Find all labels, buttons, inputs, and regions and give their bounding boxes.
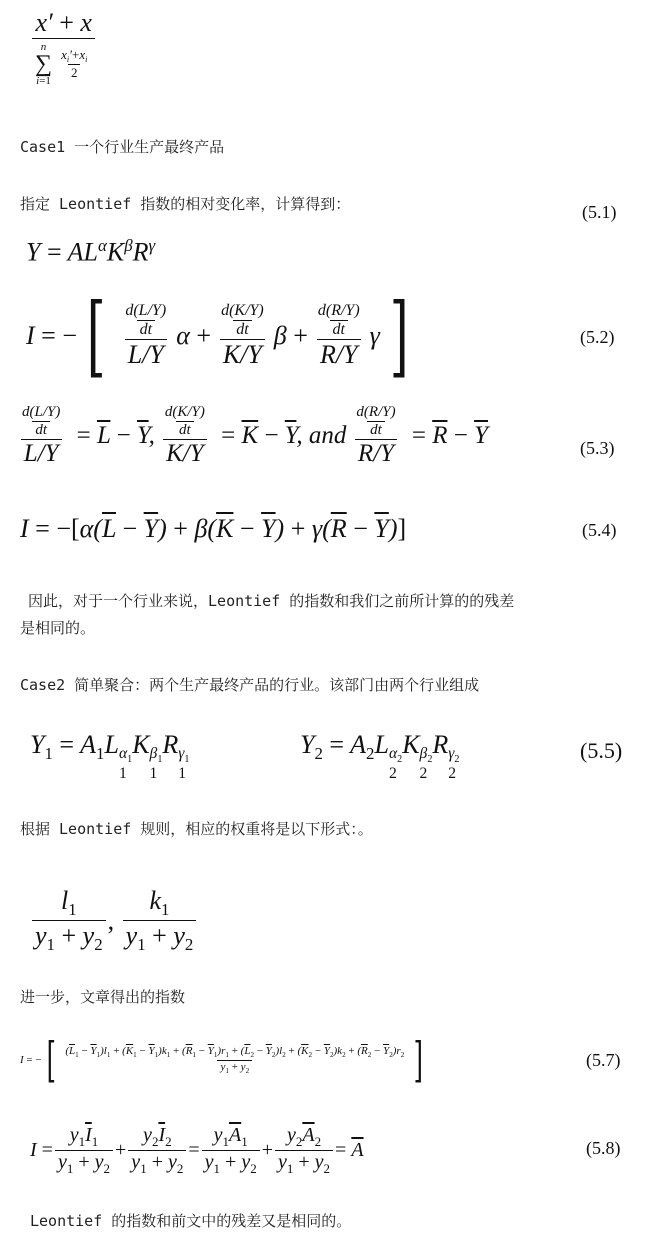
rule-text: 根据 Leontief 规则，相应的权重将是以下形式：。 — [20, 820, 373, 838]
equation-5-3: $\frac{\frac{d(L/Y)}{dt}}{L/Y}$ = $\overline{L} - \overline{Y}$, $\frac{\frac{d(K/Y)}{dt}}{K/Y}$ = $\overline{K} - \overline{Y}$, and $\frac{\frac{d(R/Y)}{dt}}{R/Y}$ = $\overline{R} - \overline{Y}$ — [22, 404, 488, 467]
eq-number-5-8: (5.8) — [586, 1138, 621, 1158]
equation-5-5-sector-2: $Y_2 = A_2L$ $\alpha_2$ 2 K $\beta_2$ 2 R $\gamma_2$ 2 — [300, 730, 460, 782]
equation-5-8: I = $\frac{y_1\overline{I}_1}{y_1 + y_2}$ + $\frac{y_2\overline{I}_2}{y_1 + y_2}$ = $\frac{y_1\overline{A}_1}{y_1 + y_2}$ + $\frac{y_2\overline{A}_2}{y_1 + y_2}$ = $\overline{A}$ — [30, 1124, 364, 1176]
therefore-line-1: 因此，对于一个行业来说，Leontief 的指数和我们之前所计算的的残差 — [28, 592, 515, 610]
eq-number-5-7: (5.7) — [586, 1050, 621, 1070]
therefore-line-2: 是相同的。 — [20, 619, 96, 637]
case1-heading: Case1 一个行业生产最终产品 — [20, 138, 225, 156]
eq-number-5-1: (5.1) — [582, 202, 617, 222]
equation-weights: $\frac{l_1}{y_1 + y_2}$ , $\frac{k_1}{y_1 + y_2}$ — [30, 886, 198, 955]
specify-text: 指定 Leontief 指数的相对变化率，计算得到： — [20, 195, 351, 213]
eq-number-5-3: (5.3) — [580, 438, 615, 458]
conclusion-text: Leontief 的指数和前文中的残差又是相同的。 — [30, 1212, 352, 1230]
case2-heading: Case2 简单聚合：两个生产最终产品的行业。该部门由两个行业组成 — [20, 676, 480, 694]
equation-5-2: I = − [ $\frac{\frac{d(L/Y)}{dt}}{L/Y}$ α + $\frac{\frac{d(K/Y)}{dt}}{K/Y}$ β + $\frac{\frac{d(R/Y)}{dt}}{R/Y}$ γ ] — [26, 284, 409, 387]
equation-production-function: $Y = AL^\alpha K^\beta R^\gamma$ — [26, 236, 156, 267]
eq-number-5-5: (5.5) — [580, 738, 623, 763]
eq-number-5-4: (5.4) — [582, 520, 617, 540]
further-text: 进一步，文章得出的指数 — [20, 988, 186, 1006]
equation-5-5: $Y_1 = A_1L$ $\alpha_1$ 1 K $\beta_1$ 1 R $\gamma_1$ 1 — [30, 730, 190, 782]
equation-top-fraction: x′ + x n ∑ i=1 $\frac{x_i'+x_i}{2}$ — [30, 8, 97, 87]
equation-5-7: I = − [ $(\overline{L}_1 - \overline{Y}_1)l_1 + (\overline{K}_1 - \overline{Y}_1)k_1 + (\overline{R}_1 - \overline{Y}_1)r_1 + (\overline{L}_2 - \overline{Y}_2)l_2 + (\overline{K}_2 - \overline{Y}_2)k_2 + (\overline{R}_2 - \overline{Y}_2)r_2$ $y_1 + y_2$ ] — [20, 1032, 424, 1088]
equation-5-4: $I = -[\alpha(\overline{L} - \overline{Y}) + \beta(\overline{K} - \overline{Y}) + \gamma(\overline{R} - \overline{Y})]$ — [20, 514, 407, 543]
eq-number-5-2: (5.2) — [580, 327, 615, 347]
